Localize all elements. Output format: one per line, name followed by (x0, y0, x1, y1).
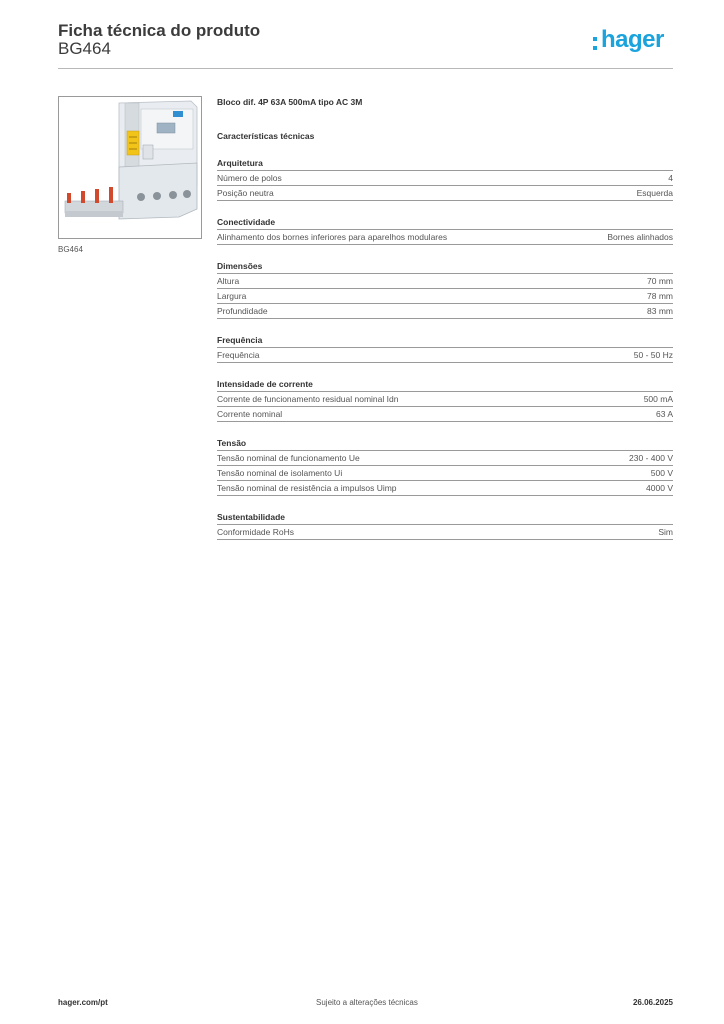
group-title: Intensidade de corrente (217, 378, 673, 392)
spec-value: Sim (658, 527, 673, 537)
spec-group-frequencia (217, 334, 673, 363)
product-image (58, 96, 202, 239)
spec-value: 500 V (650, 468, 673, 478)
group-title: Dimensões (217, 260, 673, 274)
spec-label: Largura (217, 291, 247, 301)
group-title: Tensão (217, 437, 673, 451)
spec-label: Frequência (217, 350, 260, 360)
header-divider (58, 68, 673, 69)
spec-row (217, 186, 673, 201)
spec-row (217, 230, 673, 245)
footer-date: 26.06.2025 (632, 998, 673, 1007)
spec-value: Esquerda (636, 188, 673, 198)
spec-group-tensao (217, 437, 673, 496)
spec-group-intensidade (217, 378, 673, 422)
spec-label: Tensão nominal de resistência a impulsos Uimp (217, 483, 397, 493)
spec-value: 78 mm (647, 291, 673, 301)
spec-label: Número de polos (217, 173, 282, 183)
group-title: Arquitetura (217, 157, 673, 171)
footer-notice: Sujeito a alterações técnicas (316, 998, 418, 1007)
spec-value: 4000 V (646, 483, 673, 493)
spec-group-arquitetura (217, 157, 673, 201)
spec-row (217, 392, 673, 407)
spec-label: Profundidade (217, 306, 268, 316)
spec-value: 4 (668, 173, 673, 183)
spec-row (217, 171, 673, 186)
spec-value: 50 - 50 Hz (633, 350, 673, 360)
spec-value: 63 A (655, 409, 673, 419)
group-title: Conectividade (217, 216, 673, 230)
spec-row (217, 274, 673, 289)
section-heading: Características técnicas (217, 131, 315, 141)
spec-value: 500 mA (643, 394, 673, 404)
image-caption: BG464 (58, 245, 83, 254)
product-illustration-icon (59, 97, 201, 238)
spec-row (217, 289, 673, 304)
spec-value: 230 - 400 V (629, 453, 673, 463)
spec-row (217, 451, 673, 466)
spec-label: Corrente nominal (217, 409, 283, 419)
spec-label: Alinhamento dos bornes inferiores para aparelhos modulares (217, 232, 448, 242)
spec-row (217, 348, 673, 363)
spec-content (217, 96, 673, 540)
product-name: Bloco dif. 4P 63A 500mA tipo AC 3M (217, 97, 363, 107)
spec-group-dimensoes (217, 260, 673, 319)
spec-row (217, 407, 673, 422)
spec-label: Tensão nominal de isolamento Ui (217, 468, 343, 478)
spec-group-conectividade (217, 216, 673, 245)
spec-value: 70 mm (647, 276, 673, 286)
spec-label: Posição neutra (217, 188, 274, 198)
spec-value: 83 mm (647, 306, 673, 316)
product-code: BG464 (58, 39, 111, 58)
spec-label: Corrente de funcionamento residual nominal Idn (217, 394, 399, 404)
spec-row (217, 481, 673, 496)
spec-label: Altura (217, 276, 240, 286)
spec-value: Bornes alinhados (607, 232, 673, 242)
spec-group-sustentabilidade (217, 511, 673, 540)
spec-row (217, 466, 673, 481)
group-title: Sustentabilidade (217, 511, 673, 525)
page-footer (58, 998, 673, 1010)
hager-logo: hager (601, 26, 664, 53)
group-title: Frequência (217, 334, 673, 348)
spec-label: Conformidade RoHs (217, 527, 295, 537)
page-title: Ficha técnica do produto (58, 21, 261, 40)
website-link[interactable]: hager.com/pt (58, 998, 108, 1007)
spec-label: Tensão nominal de funcionamento Ue (217, 453, 360, 463)
logo-mark-icon (593, 37, 598, 51)
spec-row (217, 525, 673, 540)
spec-row (217, 304, 673, 319)
